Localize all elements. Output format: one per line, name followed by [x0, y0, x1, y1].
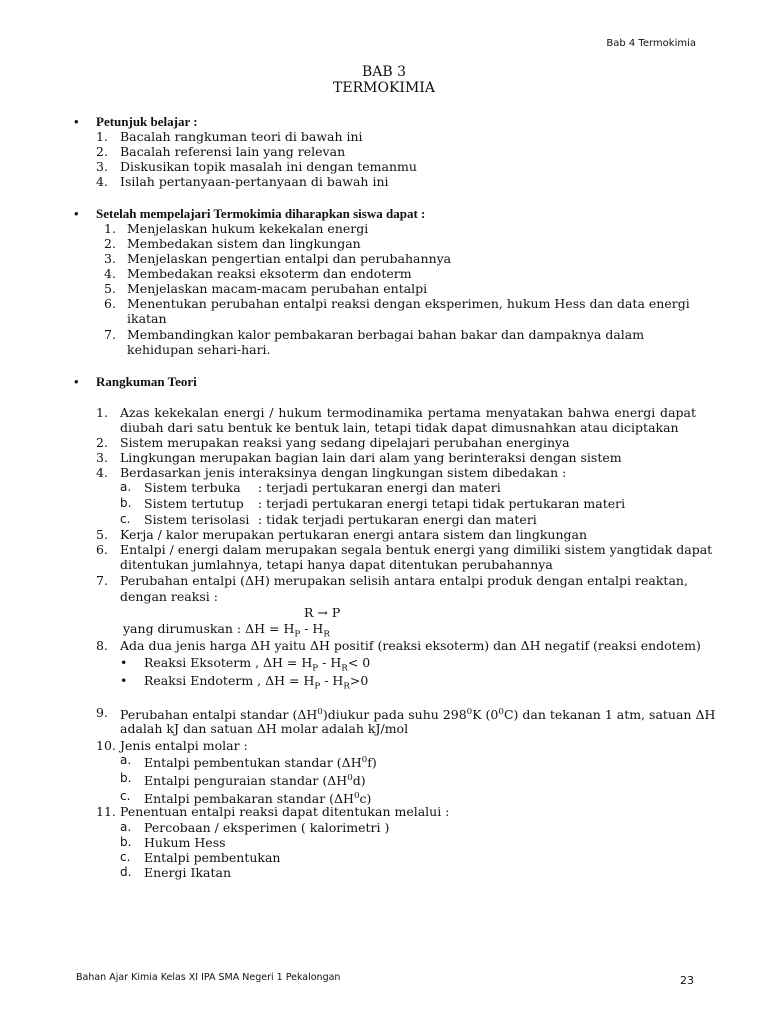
- theory-item-7-cont: dengan reaksi :: [120, 589, 218, 604]
- theory-item-9-cont: adalah kJ dan satuan ΔH molar adalah kJ/mol: [120, 721, 409, 736]
- system-desc: : tidak terjadi pertukaran energi dan materi: [258, 512, 537, 527]
- list-item: Menentukan perubahan entalpi reaksi dengan eksperimen, hukum Hess dan data energi: [127, 296, 690, 311]
- list-number: 1.: [96, 129, 108, 144]
- theory-item-11: Penentuan entalpi reaksi dapat ditentukan melalui :: [120, 804, 450, 819]
- section-heading-petunjuk: • Petunjuk belajar :: [96, 114, 198, 129]
- method-item: Percobaan / eksperimen ( kalorimetri ): [144, 820, 390, 835]
- method-item: Hukum Hess: [144, 835, 226, 850]
- list-number: 6.: [96, 542, 108, 557]
- theory-item-1: Azas kekekalan energi / hukum termodinamika pertama menyatakan bahwa energi dapat: [120, 405, 696, 420]
- list-number: 5.: [104, 281, 116, 296]
- theory-item-9: Perubahan entalpi standar $(\Delta H^0)diukur$ pada suhu $298^0K$ $(0^0C)$ dan tekanan 1 atm, satuan ΔH: [120, 707, 716, 723]
- sublist-letter: c.: [120, 850, 131, 864]
- section-heading-rangkuman: • Rangkuman Teori: [96, 374, 197, 389]
- list-number: 3.: [96, 159, 108, 174]
- list-item: Membedakan sistem dan lingkungan: [127, 236, 361, 251]
- sublist-letter: b.: [120, 771, 132, 785]
- list-number: 4.: [96, 465, 108, 480]
- chapter-number: BAB 3: [361, 64, 407, 80]
- system-desc: : terjadi pertukaran energi dan materi: [258, 480, 501, 495]
- list-number: 2.: [96, 144, 108, 159]
- enthalpy-formula: yang dirumuskan : $\Delta H = H_P - H_R$: [123, 621, 330, 640]
- molar-enthalpy-type: Entalpi pembakaran standar $(\Delta H^0c)$: [144, 791, 372, 807]
- list-number: 11.: [96, 804, 116, 819]
- list-number: 1.: [96, 405, 108, 420]
- list-item: Menjelaskan hukum kekekalan energi: [127, 221, 369, 236]
- molar-enthalpy-type: Entalpi penguraian standar $(\Delta H^0d)$: [144, 773, 366, 789]
- page-footer: Bahan Ajar Kimia Kelas XI IPA SMA Negeri 1 Pekalongan: [76, 972, 341, 983]
- sublist-letter: a.: [120, 753, 132, 767]
- sublist-letter: b.: [120, 835, 132, 849]
- list-number: 4.: [104, 266, 116, 281]
- sublist-letter: d.: [120, 865, 132, 879]
- bullet: •: [120, 655, 128, 670]
- system-type: Sistem terbuka: [144, 480, 241, 495]
- list-item: Menjelaskan macam-macam perubahan entalpi: [127, 281, 428, 296]
- list-number: 3.: [96, 450, 108, 465]
- list-number: 7.: [96, 573, 108, 588]
- list-item: Diskusikan topik masalah ini dengan temanmu: [120, 159, 417, 174]
- list-number: 10.: [96, 738, 116, 753]
- theory-item-6: Entalpi / energi dalam merupakan segala bentuk energi yang dimiliki sistem yangtidak dapat: [120, 542, 713, 557]
- list-item-continuation: kehidupan sehari-hari.: [127, 342, 271, 357]
- list-item-continuation: ikatan: [127, 311, 167, 326]
- sublist-letter: c.: [120, 789, 131, 803]
- theory-item-3: Lingkungan merupakan bagian lain dari alam yang berinteraksi dengan sistem: [120, 450, 622, 465]
- molar-enthalpy-type: Entalpi pembentukan standar $(\Delta H^0f)$: [144, 755, 377, 771]
- theory-item-6-cont: ditentukan jumlahnya, tetapi hanya dapat ditentukan perubahannya: [120, 557, 553, 572]
- system-type: Sistem tertutup: [144, 496, 244, 511]
- list-item: Membedakan reaksi eksoterm dan endoterm: [127, 266, 412, 281]
- chapter-title: TERMOKIMIA: [333, 80, 435, 96]
- list-number: 4.: [96, 174, 108, 189]
- list-number: 9.: [96, 705, 108, 720]
- list-number: 6.: [104, 296, 116, 311]
- list-number: 5.: [96, 527, 108, 542]
- theory-item-10: Jenis entalpi molar :: [120, 738, 248, 753]
- list-item: Membandingkan kalor pembakaran berbagai bahan bakar dan dampaknya dalam: [127, 327, 645, 342]
- list-number: 3.: [104, 251, 116, 266]
- list-number: 2.: [104, 236, 116, 251]
- sublist-letter: c.: [120, 512, 131, 526]
- sublist-letter: b.: [120, 496, 132, 510]
- sublist-letter: a.: [120, 820, 132, 834]
- system-desc: : terjadi pertukaran energi tetapi tidak pertukaran materi: [258, 496, 626, 511]
- sublist-letter: a.: [120, 480, 132, 494]
- theory-item-1-cont: diubah dari satu bentuk ke bentuk lain, tetapi tidak dapat dimusnahkan atau diciptakan: [120, 420, 679, 435]
- exotherm-formula: Reaksi Eksoterm , $\Delta H = H_P - H_R< 0$: [144, 655, 371, 674]
- list-item: Bacalah rangkuman teori di bawah ini: [120, 129, 363, 144]
- theory-item-7: Perubahan entalpi (ΔH) merupakan selisih antara entalpi produk dengan entalpi reaktan,: [120, 573, 688, 588]
- theory-item-5: Kerja / kalor merupakan pertukaran energi antara sistem dan lingkungan: [120, 527, 588, 542]
- list-number: 2.: [96, 435, 108, 450]
- list-number: 7.: [104, 327, 116, 342]
- reaction-equation: R → P: [304, 605, 341, 620]
- section-heading-tujuan: • Setelah mempelajari Termokimia diharapkan siswa dapat :: [96, 206, 425, 221]
- bullet: •: [120, 673, 128, 688]
- list-item: Isilah pertanyaan-pertanyaan di bawah ini: [120, 174, 389, 189]
- list-number: 8.: [96, 638, 108, 653]
- list-number: 1.: [104, 221, 116, 236]
- theory-item-4: Berdasarkan jenis interaksinya dengan lingkungan sistem dibedakan :: [120, 465, 567, 480]
- running-header: Bab 4 Termokimia: [606, 38, 696, 49]
- theory-item-2: Sistem merupakan reaksi yang sedang dipelajari perubahan energinya: [120, 435, 570, 450]
- list-item: Menjelaskan pengertian entalpi dan perubahannya: [127, 251, 452, 266]
- list-item: Bacalah referensi lain yang relevan: [120, 144, 346, 159]
- method-item: Entalpi pembentukan: [144, 850, 281, 865]
- endotherm-formula: Reaksi Endoterm , $\Delta H = H_P - H_R>0$: [144, 673, 369, 692]
- theory-item-8: Ada dua jenis harga ΔH yaitu ΔH positif (reaksi eksoterm) dan ΔH negatif (reaksi endotem): [120, 638, 701, 653]
- page-number: 23: [680, 974, 694, 987]
- system-type: Sistem terisolasi: [144, 512, 250, 527]
- method-item: Energi Ikatan: [144, 865, 232, 880]
